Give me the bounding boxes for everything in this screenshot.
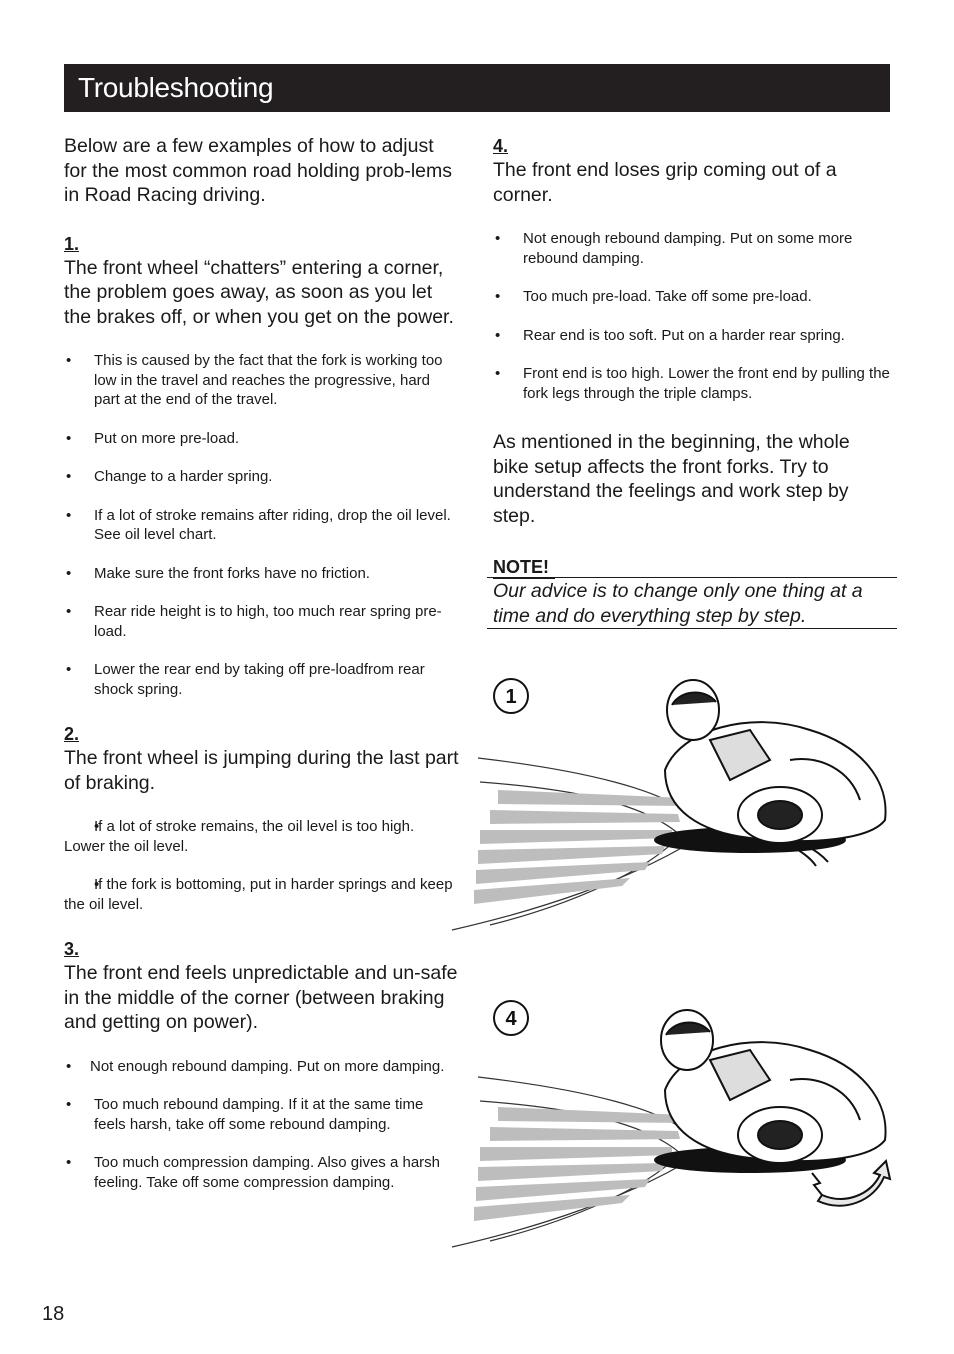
right-column [493,134,890,628]
list-item: • Too much compression damping. Also gives a harsh feeling. Take off some compression damping. [64,1153,459,1192]
section-3-number: 3. [64,939,80,959]
section-4-heading: The front end loses grip coming out of a corner. [493,159,837,206]
note-bottom-rule [487,628,897,629]
track-stripes [474,790,688,904]
page-number: 18 [42,1303,65,1325]
section-2-number: 2. [64,724,80,744]
note-text: Our advice is to change only one thing at a time and do everything step by step. [493,580,863,627]
track-stripes [474,1107,688,1221]
figure-4-badge-label: 4 [505,1008,517,1030]
section-1-list [64,351,459,699]
section-1-number: 1. [64,233,80,254]
list-item: • Lower the rear end by taking off pre-loadfrom rear shock spring. [64,660,459,699]
list-item: • If a lot of stroke remains after riding, drop the oil level. See oil level chart. [64,506,459,545]
list-item: • Change to a harder spring. [64,467,459,487]
section-header [64,64,890,112]
figure-4-illustration [450,995,900,1255]
figure-4-badge [494,1001,528,1035]
list-item: • Put on more pre-load. [64,429,459,449]
list-item: • Rear end is too soft. Put on a harder rear spring. [493,326,890,346]
intro-paragraph: Below are a few examples of how to adjust for the most common road holding prob-lems in Road Racing driving. [64,135,453,206]
section-2-list [64,817,459,914]
list-item: • If the fork is bottoming, put in harder springs and keep the oil level. [64,875,459,914]
section-1-heading: The front wheel “chatters” entering a corner, the problem goes away, as soon as you let the brakes off, or when you get on the power. [64,256,454,328]
section-3-heading: The front end feels unpredictable and un-safe in the middle of the corner (between braking and getting on power). [64,962,458,1033]
list-item: • Not enough rebound damping. Put on some more rebound damping. [493,229,890,268]
list-item: • If a lot of stroke remains, the oil level is too high. Lower the oil level. [64,817,459,856]
figure-1-illustration [450,670,900,940]
list-item: • Too much pre-load. Take off some pre-load. [493,287,890,307]
section-4-number: 4. [493,136,509,156]
rider-motorcycle [655,680,886,866]
list-item: • Front end is too high. Lower the front end by pulling the fork legs through the triple clamps. [493,364,890,403]
section-3-list [64,1057,459,1193]
figure-1-badge-label: 1 [505,686,517,708]
list-item: • Make sure the front forks have no friction. [64,564,459,584]
left-column [64,134,459,1192]
note-label: NOTE! [493,556,555,579]
note-top-rule [487,577,897,578]
list-item: • This is caused by the fact that the fork is working too low in the travel and reaches the progressive, hard part at the end of the travel. [64,351,459,410]
closing-paragraph: As mentioned in the beginning, the whole bike setup affects the front forks. Try to understand the feelings and work step by step. [493,431,850,527]
rider-motorcycle [655,1010,886,1172]
list-item: • Not enough rebound damping. Put on more damping. [64,1057,459,1077]
list-item: • Rear ride height is to high, too much rear spring pre-load. [64,602,459,641]
section-2-heading: The front wheel is jumping during the last part of braking. [64,747,459,794]
note-box [493,556,890,628]
list-item: • Too much rebound damping. If it at the same time feels harsh, take off some rebound damping. [64,1095,459,1134]
section-4-list [493,229,890,403]
page-title: Troubleshooting [78,72,274,103]
figure-1-badge [494,679,528,713]
